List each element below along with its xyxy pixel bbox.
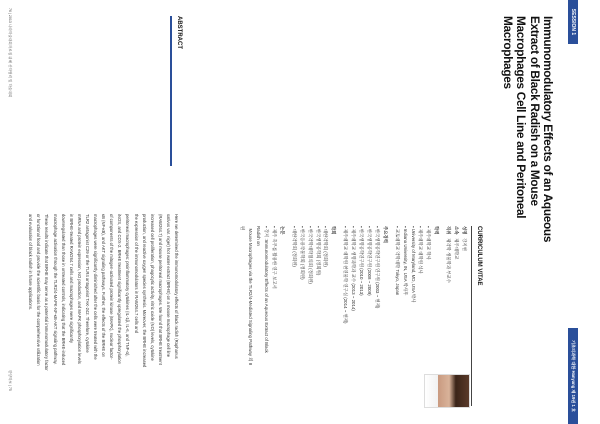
paper-item: ▪ 제주 흑무를 활용한 연구 보고서 — [272, 226, 278, 289]
abstract-line: the expression of the immunomodulators in RAW264.7 cells and — [133, 214, 139, 334]
paper-item: ▪ 강지 :Immunomodulatory Effects of an Aqueous Extract of Black Radish on — [256, 226, 270, 353]
title-line: Extract of Black Radish on a Mouse — [527, 16, 542, 206]
journal-tab: 기초의과학 대한 Hanyang 제 19권 1 호 — [568, 328, 578, 424]
cv-rule — [471, 226, 472, 406]
abstract-line: κB (NF-κB), and AKT signaling pathways. Further, the effects of the BRHE on — [101, 214, 107, 357]
society-item: ▪ 한국약학대학협의회 (정회원) — [307, 226, 313, 284]
education-heading: 학력 — [434, 226, 440, 235]
abstract-line: iNOS, and COX-2. BRHE treatment significantly upregulated the phosphorylation — [117, 214, 123, 364]
career-heading: 주요경력 — [382, 226, 388, 243]
abstract-line: mRNA and protein expression, NO production, and MAPK phosphorylation levels — [76, 214, 82, 364]
society-heading: 학회 — [331, 226, 337, 235]
paper-heading: 논문 — [279, 226, 285, 235]
abstract-line: in BRHE-treated RAW264.7 cells and macrophages were significantly — [68, 214, 74, 344]
abstract-line: and evaluation of black radish in future applications. — [28, 214, 34, 311]
society-item: ▪ 한국응용약물학회 (정회원) — [299, 226, 305, 280]
society-item: ▪ 대한약학회 (정회원) — [323, 226, 329, 267]
career-item: ▪ 한국생명공학연구원 연구원 (2003 ~ 현재) — [374, 226, 380, 309]
abstract-body — [26, 214, 180, 410]
abstract-line: Here we determined the immunomodulatory effects of black radish (Raphanus — [174, 214, 179, 359]
career-item: ▪ 한국생명공학연구원 (2008 ~ 2009) — [367, 226, 373, 296]
section-tab: SESSION 1 — [568, 0, 578, 44]
education-item: ▪ 제주대학교 학사 — [426, 226, 432, 260]
career-item: ▪ 제주대학교 대학원 천연물학 연구실 (2014 ~ 현재) — [343, 226, 349, 324]
abstract-line: (RAW264.7) and mouse peritoneal macrophages. We found that BRHE treatment — [157, 214, 163, 365]
paper-item: Mouse Macrophages via the TLR2/4-Mediated Signaling Pathway 외 8편 — [240, 226, 254, 366]
title-line: Macrophages Cell Line and Peritoneal — [514, 16, 529, 219]
profile-row: 직위 제약학 생물학과 부교수 — [446, 226, 452, 284]
abstract-line: peritoneal macrophages: proinflammatory cytokines (IL-1β, IL-6, and TNF-α), — [125, 214, 131, 357]
education-item: ▪ 제주대학교 대학원 석사 — [418, 226, 424, 274]
profile-list — [239, 226, 468, 366]
abstract-line: production, and reactive oxygen species synthesis. Moreover, the BRHE increased — [141, 214, 147, 368]
profile-row: 소속 제주대학교 — [454, 226, 460, 260]
footer-left: 76 | 2013 나라학술대회자료집 위해 산학협력 및 학술대회 — [8, 8, 12, 98]
title-line: Macrophages — [500, 16, 515, 89]
abstract-rule — [171, 16, 173, 166]
profile-row: 성명 강지현 — [462, 226, 467, 251]
abstract-line: increased cell proliferation, phagocytic activity, nitric oxide (NO) levels, cytokine — [149, 214, 155, 361]
abstract-line: of components of the mitogen-activated protein kinase (MAPK), nuclear factor- — [109, 214, 115, 360]
abstract-line: downregulated than those in untreated controls, indicating that the BRHE-induced — [60, 214, 66, 366]
career-item: ▪ 한국생명공학연구원 (2010 ~ 2013) — [359, 226, 365, 296]
abstract-line: These results indicate that BRHE may serve as a potential immunomodulatory factor — [44, 214, 50, 371]
career-item: ▪ 제주대학교 생명과학과 교수 (2013 ~ 2014) — [351, 226, 357, 311]
society-item: ▪ 한국생명공학회 (정회원) — [315, 226, 321, 276]
education-item: ▪ University of Maryland, MD, USA 박사 — [410, 226, 416, 303]
footer-right: 한양학보 | 75 — [8, 370, 12, 391]
profile-photo — [424, 374, 470, 408]
education-item: ▪ Indiana University, IN, USA 박사후 — [402, 226, 408, 296]
abstract-line: or functional food and provide the scientific basis for the comprehensive utilization — [36, 214, 42, 366]
cv-heading: CURRICULUM VITAE — [476, 226, 482, 286]
education-item: ▪ 교토대학교 약학대학 Tokyo, Japan — [394, 226, 400, 296]
abstract-line: TLR2 antagonist C29 or the TLR4 antagonist TAK-242. Therefore, cytokine — [84, 214, 90, 353]
abstract-heading: ABSTRACT — [176, 16, 182, 49]
title-block — [500, 16, 555, 243]
abstract-line: macrophage activation through the TLR2/4-MAPK-NF-κB-AKT signaling pathway. — [52, 214, 58, 365]
abstract-line: sativus var. niger) hot water extract (BRHE) on a mouse macrophage cell line — [165, 214, 171, 358]
title-line: Immunomodulatory Effects of an Aqueous — [541, 16, 555, 243]
society-item: ▪ 대한약학회 (정회원) — [291, 226, 297, 267]
abstract-line: macrophages were significantly diminished after the cells were treated with the — [93, 214, 99, 360]
